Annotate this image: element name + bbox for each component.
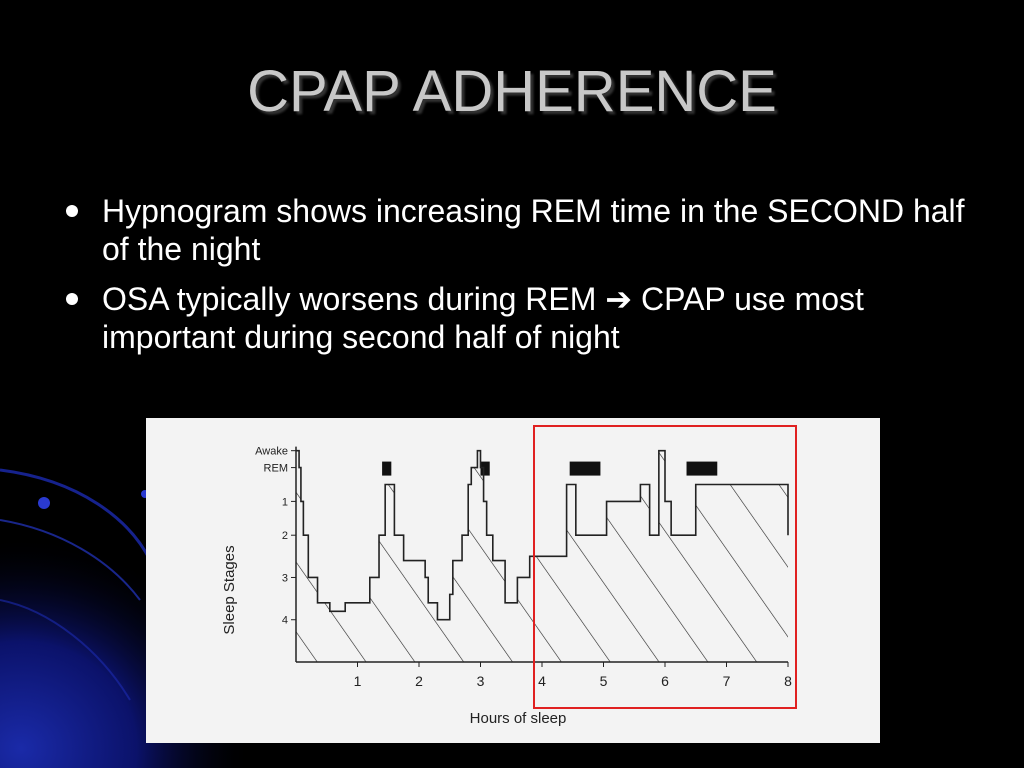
rem-period-block bbox=[570, 462, 601, 476]
rem-period-block bbox=[481, 462, 490, 476]
x-axis-label: Hours of sleep bbox=[469, 710, 567, 727]
x-tick-label-layer bbox=[354, 662, 793, 689]
y-tick-label: 3 bbox=[281, 572, 288, 585]
y-axis-label: Sleep Stages bbox=[221, 545, 238, 635]
bullet-dot-icon bbox=[66, 205, 78, 217]
x-tick-label: 3 bbox=[476, 673, 485, 689]
y-tick-label-layer bbox=[255, 446, 296, 627]
rem-period-block bbox=[382, 462, 391, 476]
bullet-list bbox=[62, 192, 992, 368]
x-tick-label: 1 bbox=[353, 673, 362, 689]
y-tick-label: Awake bbox=[255, 445, 288, 458]
right-arrow-icon: ➔ bbox=[605, 281, 633, 317]
rem-block-layer bbox=[382, 462, 717, 476]
hypnogram-figure bbox=[146, 418, 880, 743]
x-tick-label: 8 bbox=[784, 673, 792, 689]
hypnogram-chart bbox=[146, 418, 880, 743]
rem-period-block bbox=[687, 462, 718, 476]
x-tick-label: 7 bbox=[722, 673, 731, 689]
y-tick-label: 4 bbox=[281, 614, 288, 627]
bullet-text: OSA typically worsens during REM bbox=[102, 281, 606, 317]
bullet-text: Hypnogram shows increasing REM time in the SECOND half of the night bbox=[102, 193, 965, 267]
x-tick-label: 5 bbox=[599, 673, 608, 689]
x-tick-label: 2 bbox=[415, 673, 423, 689]
bullet-item bbox=[62, 192, 992, 268]
y-tick-label: REM bbox=[263, 462, 288, 475]
bullet-dot-icon bbox=[66, 293, 78, 305]
x-tick-label: 6 bbox=[661, 673, 669, 689]
y-tick-label: 1 bbox=[281, 496, 288, 509]
bullet-item bbox=[62, 280, 992, 356]
y-tick-label: 2 bbox=[281, 530, 288, 543]
x-tick-label: 4 bbox=[538, 673, 546, 689]
slide-title: CPAP ADHERENCE bbox=[247, 59, 777, 124]
bullet-text-continued: CPAP use most important during second half of night bbox=[102, 281, 864, 355]
